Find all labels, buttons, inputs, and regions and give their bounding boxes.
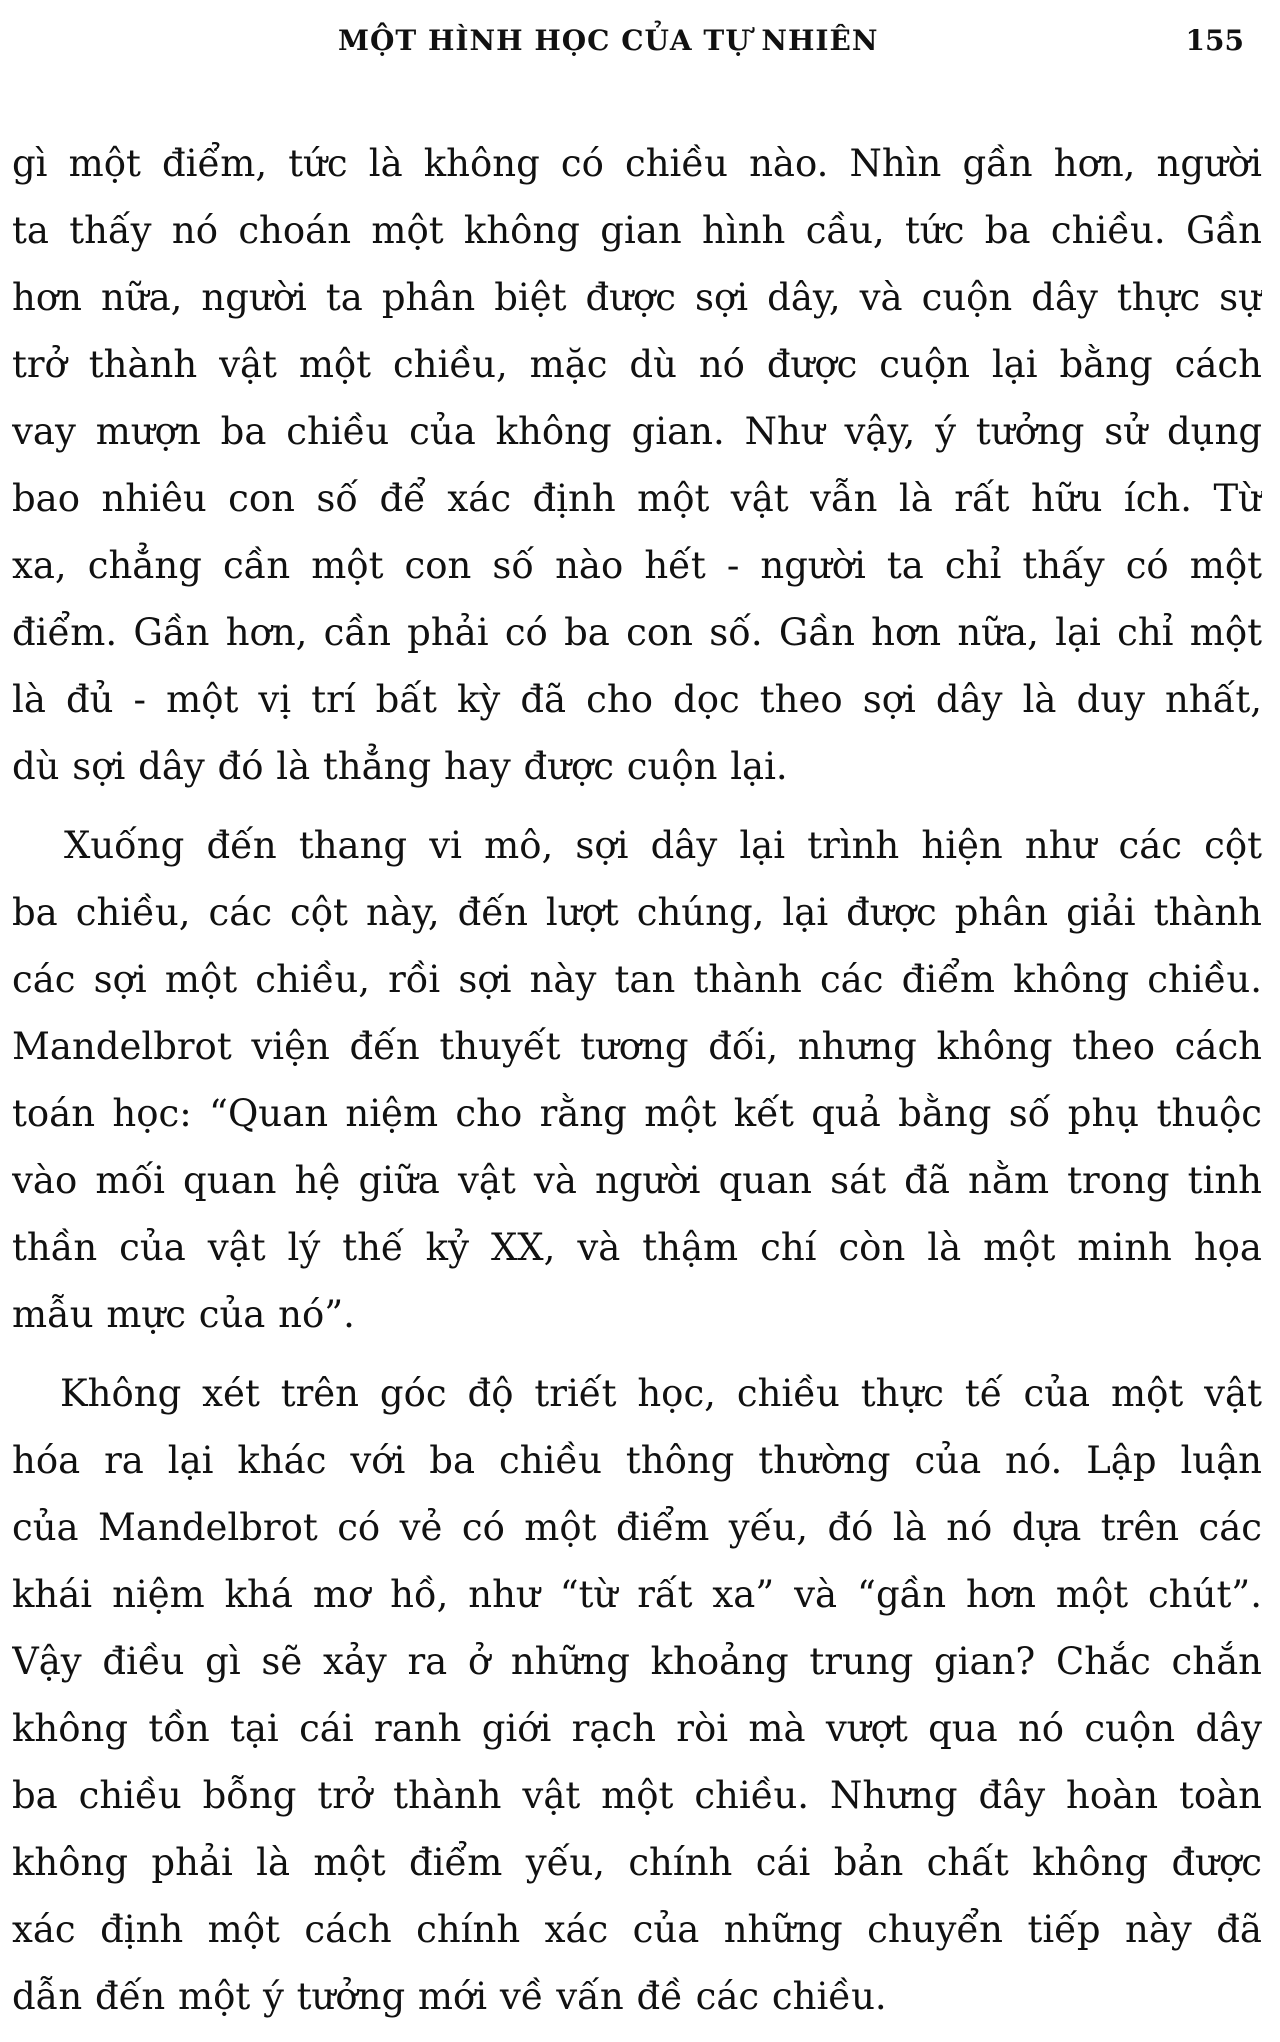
text-line: Không xét trên góc độ triết học, chiều thực tế của một vật xyxy=(60,1372,1262,1415)
text-line: trở thành vật một chiều, mặc dù nó được cuộn lại bằng cách xyxy=(12,343,1262,386)
page-number: 155 xyxy=(1185,24,1244,57)
text-line: dẫn đến một ý tưởng mới về vấn đề các chiều. xyxy=(12,1975,887,2018)
paragraph-2 xyxy=(12,812,1262,1348)
text-line: ba chiều, các cột này, đến lượt chúng, lại được phân giải thành xyxy=(12,891,1262,934)
text-line: khái niệm khá mơ hồ, như “từ rất xa” và “gần hơn một chút”. xyxy=(12,1573,1262,1616)
running-title: MỘT HÌNH HỌC CỦA TỰ NHIÊN xyxy=(338,24,879,57)
text-line: bao nhiêu con số để xác định một vật vẫn là rất hữu ích. Từ xyxy=(12,477,1262,520)
text-line: Xuống đến thang vi mô, sợi dây lại trình hiện như các cột xyxy=(64,824,1262,867)
text-line: toán học: “Quan niệm cho rằng một kết quả bằng số phụ thuộc xyxy=(12,1092,1262,1135)
body-text xyxy=(12,130,1262,2042)
text-line: ta thấy nó choán một không gian hình cầu, tức ba chiều. Gần xyxy=(12,209,1262,252)
paragraph-3 xyxy=(12,1360,1262,2030)
text-line: xa, chẳng cần một con số nào hết - người ta chỉ thấy có một xyxy=(12,544,1262,587)
paragraph-1 xyxy=(12,130,1262,800)
text-line: không tồn tại cái ranh giới rạch ròi mà vượt qua nó cuộn dây xyxy=(12,1707,1262,1750)
text-line: xác định một cách chính xác của những chuyển tiếp này đã xyxy=(12,1908,1262,1951)
text-line: ba chiều bỗng trở thành vật một chiều. Nhưng đây hoàn toàn xyxy=(12,1774,1262,1817)
text-line: gì một điểm, tức là không có chiều nào. Nhìn gần hơn, người xyxy=(12,142,1262,185)
text-line: là đủ - một vị trí bất kỳ đã cho dọc theo sợi dây là duy nhất, xyxy=(12,678,1262,721)
text-line: các sợi một chiều, rồi sợi này tan thành các điểm không chiều. xyxy=(12,958,1262,1001)
text-line: vào mối quan hệ giữa vật và người quan sát đã nằm trong tinh xyxy=(12,1159,1262,1202)
text-line: hóa ra lại khác với ba chiều thông thường của nó. Lập luận xyxy=(12,1439,1262,1482)
text-line: thần của vật lý thế kỷ XX, và thậm chí còn là một minh họa xyxy=(12,1226,1262,1269)
text-line: Mandelbrot viện đến thuyết tương đối, nhưng không theo cách xyxy=(12,1025,1262,1068)
text-line: Vậy điều gì sẽ xảy ra ở những khoảng trung gian? Chắc chắn xyxy=(12,1640,1262,1683)
text-line: mẫu mực của nó”. xyxy=(12,1293,355,1336)
text-line: hơn nữa, người ta phân biệt được sợi dây, và cuộn dây thực sự xyxy=(12,276,1262,319)
text-line: không phải là một điểm yếu, chính cái bản chất không được xyxy=(12,1841,1262,1884)
text-line: vay mượn ba chiều của không gian. Như vậy, ý tưởng sử dụng xyxy=(12,410,1262,453)
text-line: của Mandelbrot có vẻ có một điểm yếu, đó là nó dựa trên các xyxy=(12,1506,1262,1549)
text-line: điểm. Gần hơn, cần phải có ba con số. Gần hơn nữa, lại chỉ một xyxy=(12,611,1262,654)
text-line: dù sợi dây đó là thẳng hay được cuộn lại. xyxy=(12,745,788,788)
running-header xyxy=(0,24,1280,64)
